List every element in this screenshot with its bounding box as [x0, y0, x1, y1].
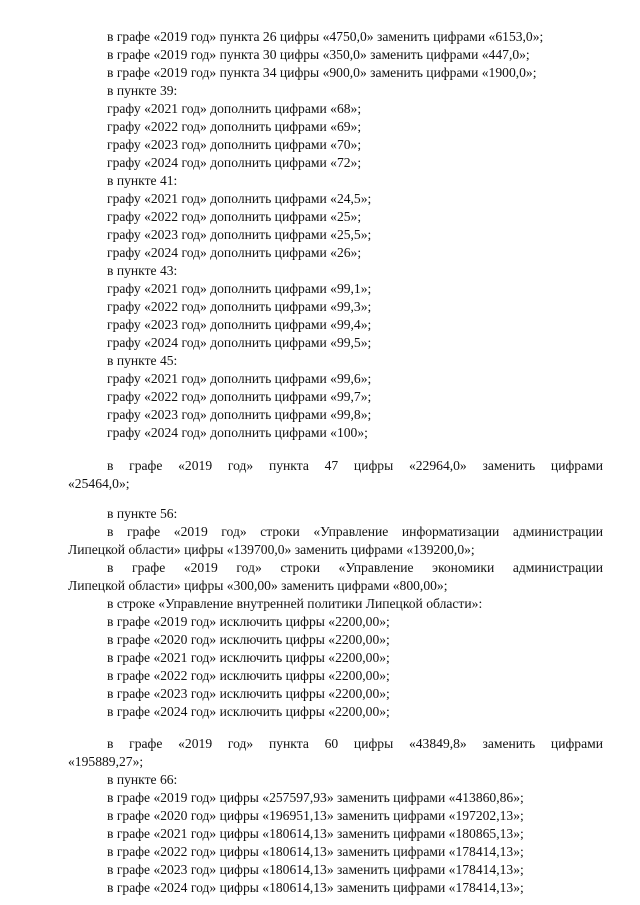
text-line: в пункте 56: — [107, 506, 178, 521]
text-line: в графе «2023 год» исключить цифры «2200,00»; — [107, 686, 390, 701]
text-line: в графе «2024 год» цифры «180614,13» заменить цифрами «178414,13»; — [107, 880, 524, 895]
text-line: в пункте 41: — [107, 173, 178, 188]
text-line: графу «2024 год» дополнить цифрами «72»; — [107, 155, 362, 170]
text-line: в графе «2019 год» исключить цифры «2200,00»; — [107, 614, 390, 629]
text-line: графу «2024 год» дополнить цифрами «100»; — [107, 425, 368, 440]
paragraph-line: в графе «2019 год» пункта 60 цифры «43849,8» заменить цифрами — [107, 736, 603, 751]
text-line: в графе «2020 год» исключить цифры «2200,00»; — [107, 632, 390, 647]
text-line: графу «2024 год» дополнить цифрами «99,5»; — [107, 335, 372, 350]
text-line: «195889,27»; — [68, 754, 144, 769]
text-line: в пункте 43: — [107, 263, 178, 278]
text-line: графу «2021 год» дополнить цифрами «99,6»; — [107, 371, 372, 386]
text-line: в пункте 45: — [107, 353, 178, 368]
text-line: в графе «2019 год» цифры «257597,93» заменить цифрами «413860,86»; — [107, 790, 524, 805]
text-line: в строке «Управление внутренней политики Липецкой области»: — [107, 596, 483, 611]
text-line: графу «2022 год» дополнить цифрами «99,7»; — [107, 389, 372, 404]
text-line: графу «2023 год» дополнить цифрами «99,8»; — [107, 407, 372, 422]
text-line: в графе «2020 год» цифры «196951,13» заменить цифрами «197202,13»; — [107, 808, 524, 823]
text-line: графу «2021 год» дополнить цифрами «68»; — [107, 101, 362, 116]
text-line: графу «2022 год» дополнить цифрами «25»; — [107, 209, 362, 224]
text-line: в графе «2019 год» пункта 26 цифры «4750,0» заменить цифрами «6153,0»; — [107, 29, 544, 44]
text-line: в графе «2022 год» цифры «180614,13» заменить цифрами «178414,13»; — [107, 844, 524, 859]
text-line: графу «2021 год» дополнить цифрами «99,1»; — [107, 281, 372, 296]
paragraph-line: в графе «2019 год» строки «Управление информатизации администрации — [107, 524, 603, 539]
paragraph-line: в графе «2019 год» строки «Управление экономики администрации — [107, 560, 603, 575]
text-line: в пункте 66: — [107, 772, 178, 787]
text-line: в графе «2024 год» исключить цифры «2200,00»; — [107, 704, 390, 719]
text-line: в пункте 39: — [107, 83, 178, 98]
text-line: графу «2023 год» дополнить цифрами «99,4»; — [107, 317, 372, 332]
text-line: «25464,0»; — [68, 476, 130, 491]
text-line: в графе «2019 год» пункта 30 цифры «350,0» заменить цифрами «447,0»; — [107, 47, 530, 62]
text-line: графу «2022 год» дополнить цифрами «99,3»; — [107, 299, 372, 314]
text-line: в графе «2021 год» цифры «180614,13» заменить цифрами «180865,13»; — [107, 826, 524, 841]
text-line: в графе «2021 год» исключить цифры «2200,00»; — [107, 650, 390, 665]
text-line: Липецкой области» цифры «300,00» заменить цифрами «800,00»; — [68, 578, 448, 593]
text-line: графу «2022 год» дополнить цифрами «69»; — [107, 119, 362, 134]
text-line: графу «2023 год» дополнить цифрами «25,5»; — [107, 227, 372, 242]
text-line: графу «2021 год» дополнить цифрами «24,5»; — [107, 191, 372, 206]
text-line: в графе «2019 год» пункта 34 цифры «900,0» заменить цифрами «1900,0»; — [107, 65, 537, 80]
paragraph-line: в графе «2019 год» пункта 47 цифры «22964,0» заменить цифрами — [107, 458, 603, 473]
text-line: Липецкой области» цифры «139700,0» заменить цифрами «139200,0»; — [68, 542, 475, 557]
text-line: графу «2023 год» дополнить цифрами «70»; — [107, 137, 362, 152]
text-line: в графе «2023 год» цифры «180614,13» заменить цифрами «178414,13»; — [107, 862, 524, 877]
text-line: в графе «2022 год» исключить цифры «2200,00»; — [107, 668, 390, 683]
text-line: графу «2024 год» дополнить цифрами «26»; — [107, 245, 362, 260]
